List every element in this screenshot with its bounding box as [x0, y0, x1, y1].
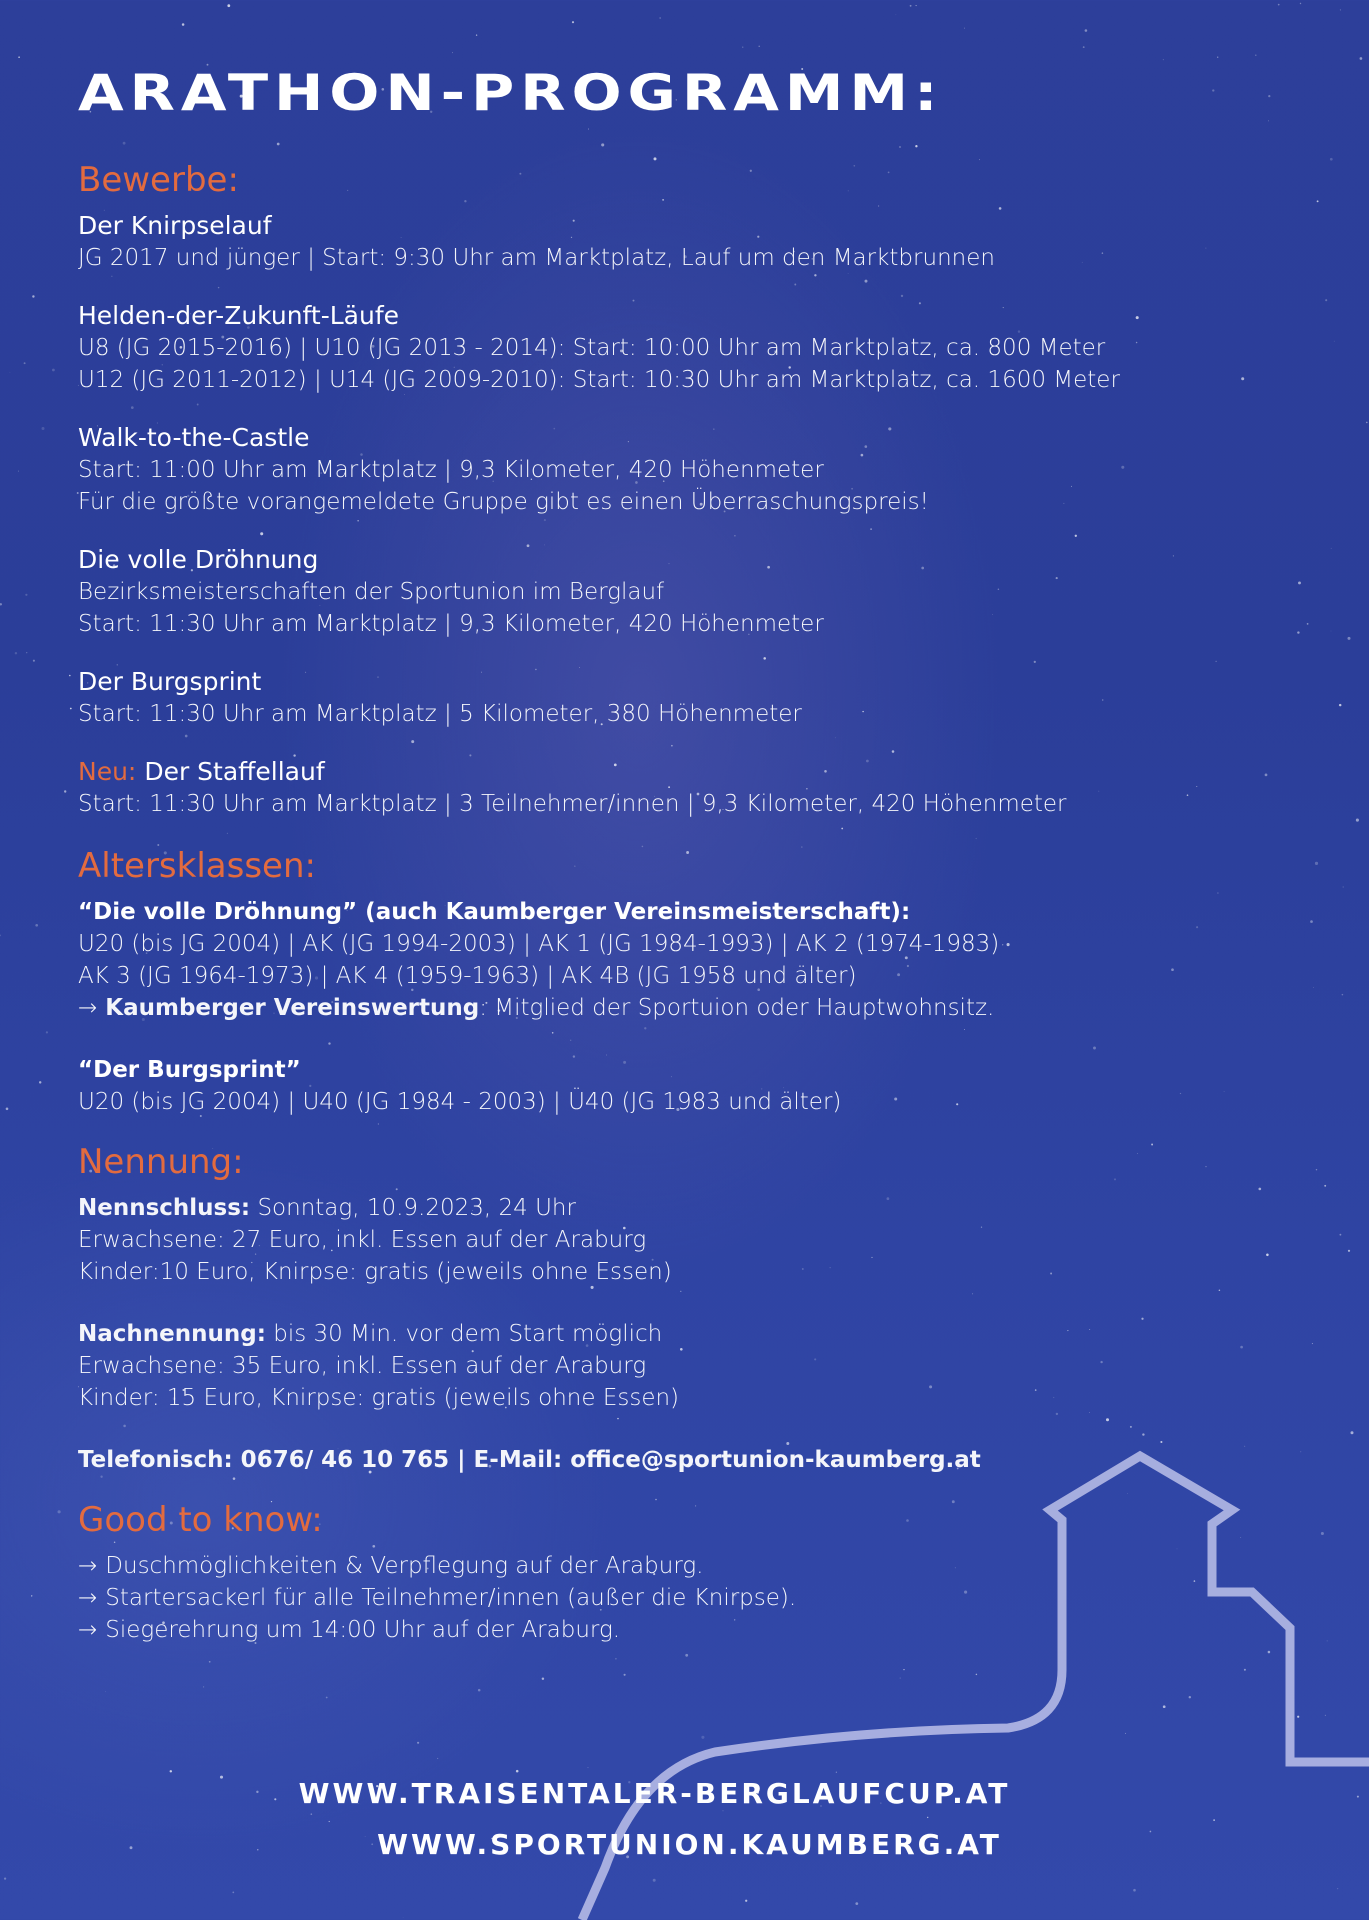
- age-group-line: U20 (bis JG 2004) | U40 (JG 1984 - 2003) | Ü40 (JG 1983 und älter): [78, 1089, 842, 1115]
- event-detail: Start: 11:30 Uhr am Marktplatz | 5 Kilometer, 380 Höhenmeter: [78, 701, 802, 727]
- nennschluss-line: [78, 1192, 1298, 1224]
- age-group-heading-burgsprint: “Der Burgsprint”: [78, 1057, 301, 1083]
- info-item: [78, 1582, 1298, 1614]
- info-item: [78, 1550, 1298, 1582]
- event-detail: JG 2017 und jünger | Start: 9:30 Uhr am Marktplatz, Lauf um den Marktbrunnen: [78, 245, 995, 271]
- vereinswertung-label: Kaumberger Vereinswertung: [105, 995, 480, 1021]
- fee-line: Erwachsene: 27 Euro, inkl. Essen auf der Araburg: [78, 1227, 647, 1253]
- nennschluss-label: Nennschluss:: [78, 1195, 251, 1221]
- section-heading-altersklassen: Altersklassen:: [78, 846, 316, 886]
- event-detail: Start: 11:30 Uhr am Marktplatz | 3 Teilnehmer/innen | 9,3 Kilometer, 420 Höhenmeter: [78, 791, 1067, 817]
- fee-line: Erwachsene: 35 Euro, inkl. Essen auf der Araburg: [78, 1353, 647, 1379]
- nachnennung-label: Nachnennung:: [78, 1321, 266, 1347]
- url-berglaufcup[interactable]: WWW.TRAISENTALER-BERGLAUFCUP.AT: [298, 1777, 1011, 1810]
- event-name: Der Knirpselauf: [78, 211, 272, 240]
- section-heading-nennung: Nennung:: [78, 1142, 244, 1182]
- age-group-line: AK 3 (JG 1964-1973) | AK 4 (1959-1963) | AK 4B (JG 1958 und älter): [78, 963, 857, 989]
- section-heading-good-to-know: Good to know:: [78, 1500, 323, 1540]
- event-detail: U8 (JG 2015-2016) | U10 (JG 2013 - 2014): Start: 10:00 Uhr am Marktplatz, ca. 800 Meter: [78, 335, 1106, 361]
- nachnennung-line: [78, 1318, 1298, 1350]
- age-group-heading-droehnung: “Die volle Dröhnung” (auch Kaumberger Vereinsmeisterschaft):: [78, 899, 911, 925]
- arrow-right-icon: →: [78, 995, 98, 1021]
- event-name: Walk-to-the-Castle: [78, 423, 310, 452]
- event-detail: Start: 11:00 Uhr am Marktplatz | 9,3 Kilometer, 420 Höhenmeter: [78, 457, 824, 483]
- fee-line: Kinder:10 Euro, Knirpse: gratis (jeweils ohne Essen): [78, 1259, 672, 1285]
- event-detail: Start: 11:30 Uhr am Marktplatz | 9,3 Kilometer, 420 Höhenmeter: [78, 611, 824, 637]
- fee-line: Kinder: 15 Euro, Knirpse: gratis (jeweils ohne Essen): [78, 1385, 680, 1411]
- event-die-volle-droehnung: [78, 544, 1298, 640]
- info-item-text: Duschmöglichkeiten & Verpflegung auf der Araburg.: [105, 1553, 704, 1579]
- new-badge: Neu:: [78, 757, 137, 786]
- event-name: [78, 756, 1298, 788]
- event-name: Der Burgsprint: [78, 667, 262, 696]
- event-helden-der-zukunft: [78, 300, 1298, 396]
- arrow-right-icon: →: [78, 1553, 98, 1579]
- contact-line: Telefonisch: 0676/ 46 10 765 | E-Mail: office@sportunion-kaumberg.at: [78, 1447, 981, 1473]
- event-name-text: Der Staffellauf: [144, 757, 325, 786]
- info-item-text: Siegerehrung um 14:00 Uhr auf der Araburg.: [105, 1617, 621, 1643]
- page-title: ARATHON-PROGRAMM:: [78, 64, 944, 122]
- event-knirpselauf: [78, 210, 1298, 274]
- vereinswertung-text: : Mitglied der Sportuion oder Hauptwohnsitz.: [479, 995, 995, 1021]
- arrow-right-icon: →: [78, 1585, 98, 1611]
- event-detail: U12 (JG 2011-2012) | U14 (JG 2009-2010): Start: 10:30 Uhr am Marktplatz, ca. 1600 Meter: [78, 367, 1120, 393]
- event-burgsprint: [78, 666, 1298, 730]
- event-detail: Bezirksmeisterschaften der Sportunion im Berglauf: [78, 579, 665, 605]
- program-content: [78, 60, 1298, 1646]
- event-detail: Für die größte vorangemeldete Gruppe gibt es einen Überraschungspreis!: [78, 489, 929, 515]
- event-staffellauf: [78, 756, 1298, 820]
- arrow-right-icon: →: [78, 1617, 98, 1643]
- age-group-line: U20 (bis JG 2004) | AK (JG 1994-2003) | AK 1 (JG 1984-1993) | AK 2 (1974-1983): [78, 931, 1000, 957]
- vereinswertung-line: [78, 992, 1298, 1024]
- info-item-text: Startersackerl für alle Teilnehmer/innen (außer die Knirpse).: [105, 1585, 797, 1611]
- event-name: Helden-der-Zukunft-Läufe: [78, 301, 400, 330]
- url-sportunion[interactable]: WWW.SPORTUNION.KAUMBERG.AT: [377, 1828, 1002, 1861]
- section-heading-bewerbe: Bewerbe:: [78, 160, 239, 200]
- event-name: Die volle Dröhnung: [78, 545, 319, 574]
- info-item: [78, 1614, 1298, 1646]
- event-walk-to-the-castle: [78, 422, 1298, 518]
- nennschluss-value: Sonntag, 10.9.2023, 24 Uhr: [250, 1195, 576, 1221]
- nachnennung-value: bis 30 Min. vor dem Start möglich: [265, 1321, 663, 1347]
